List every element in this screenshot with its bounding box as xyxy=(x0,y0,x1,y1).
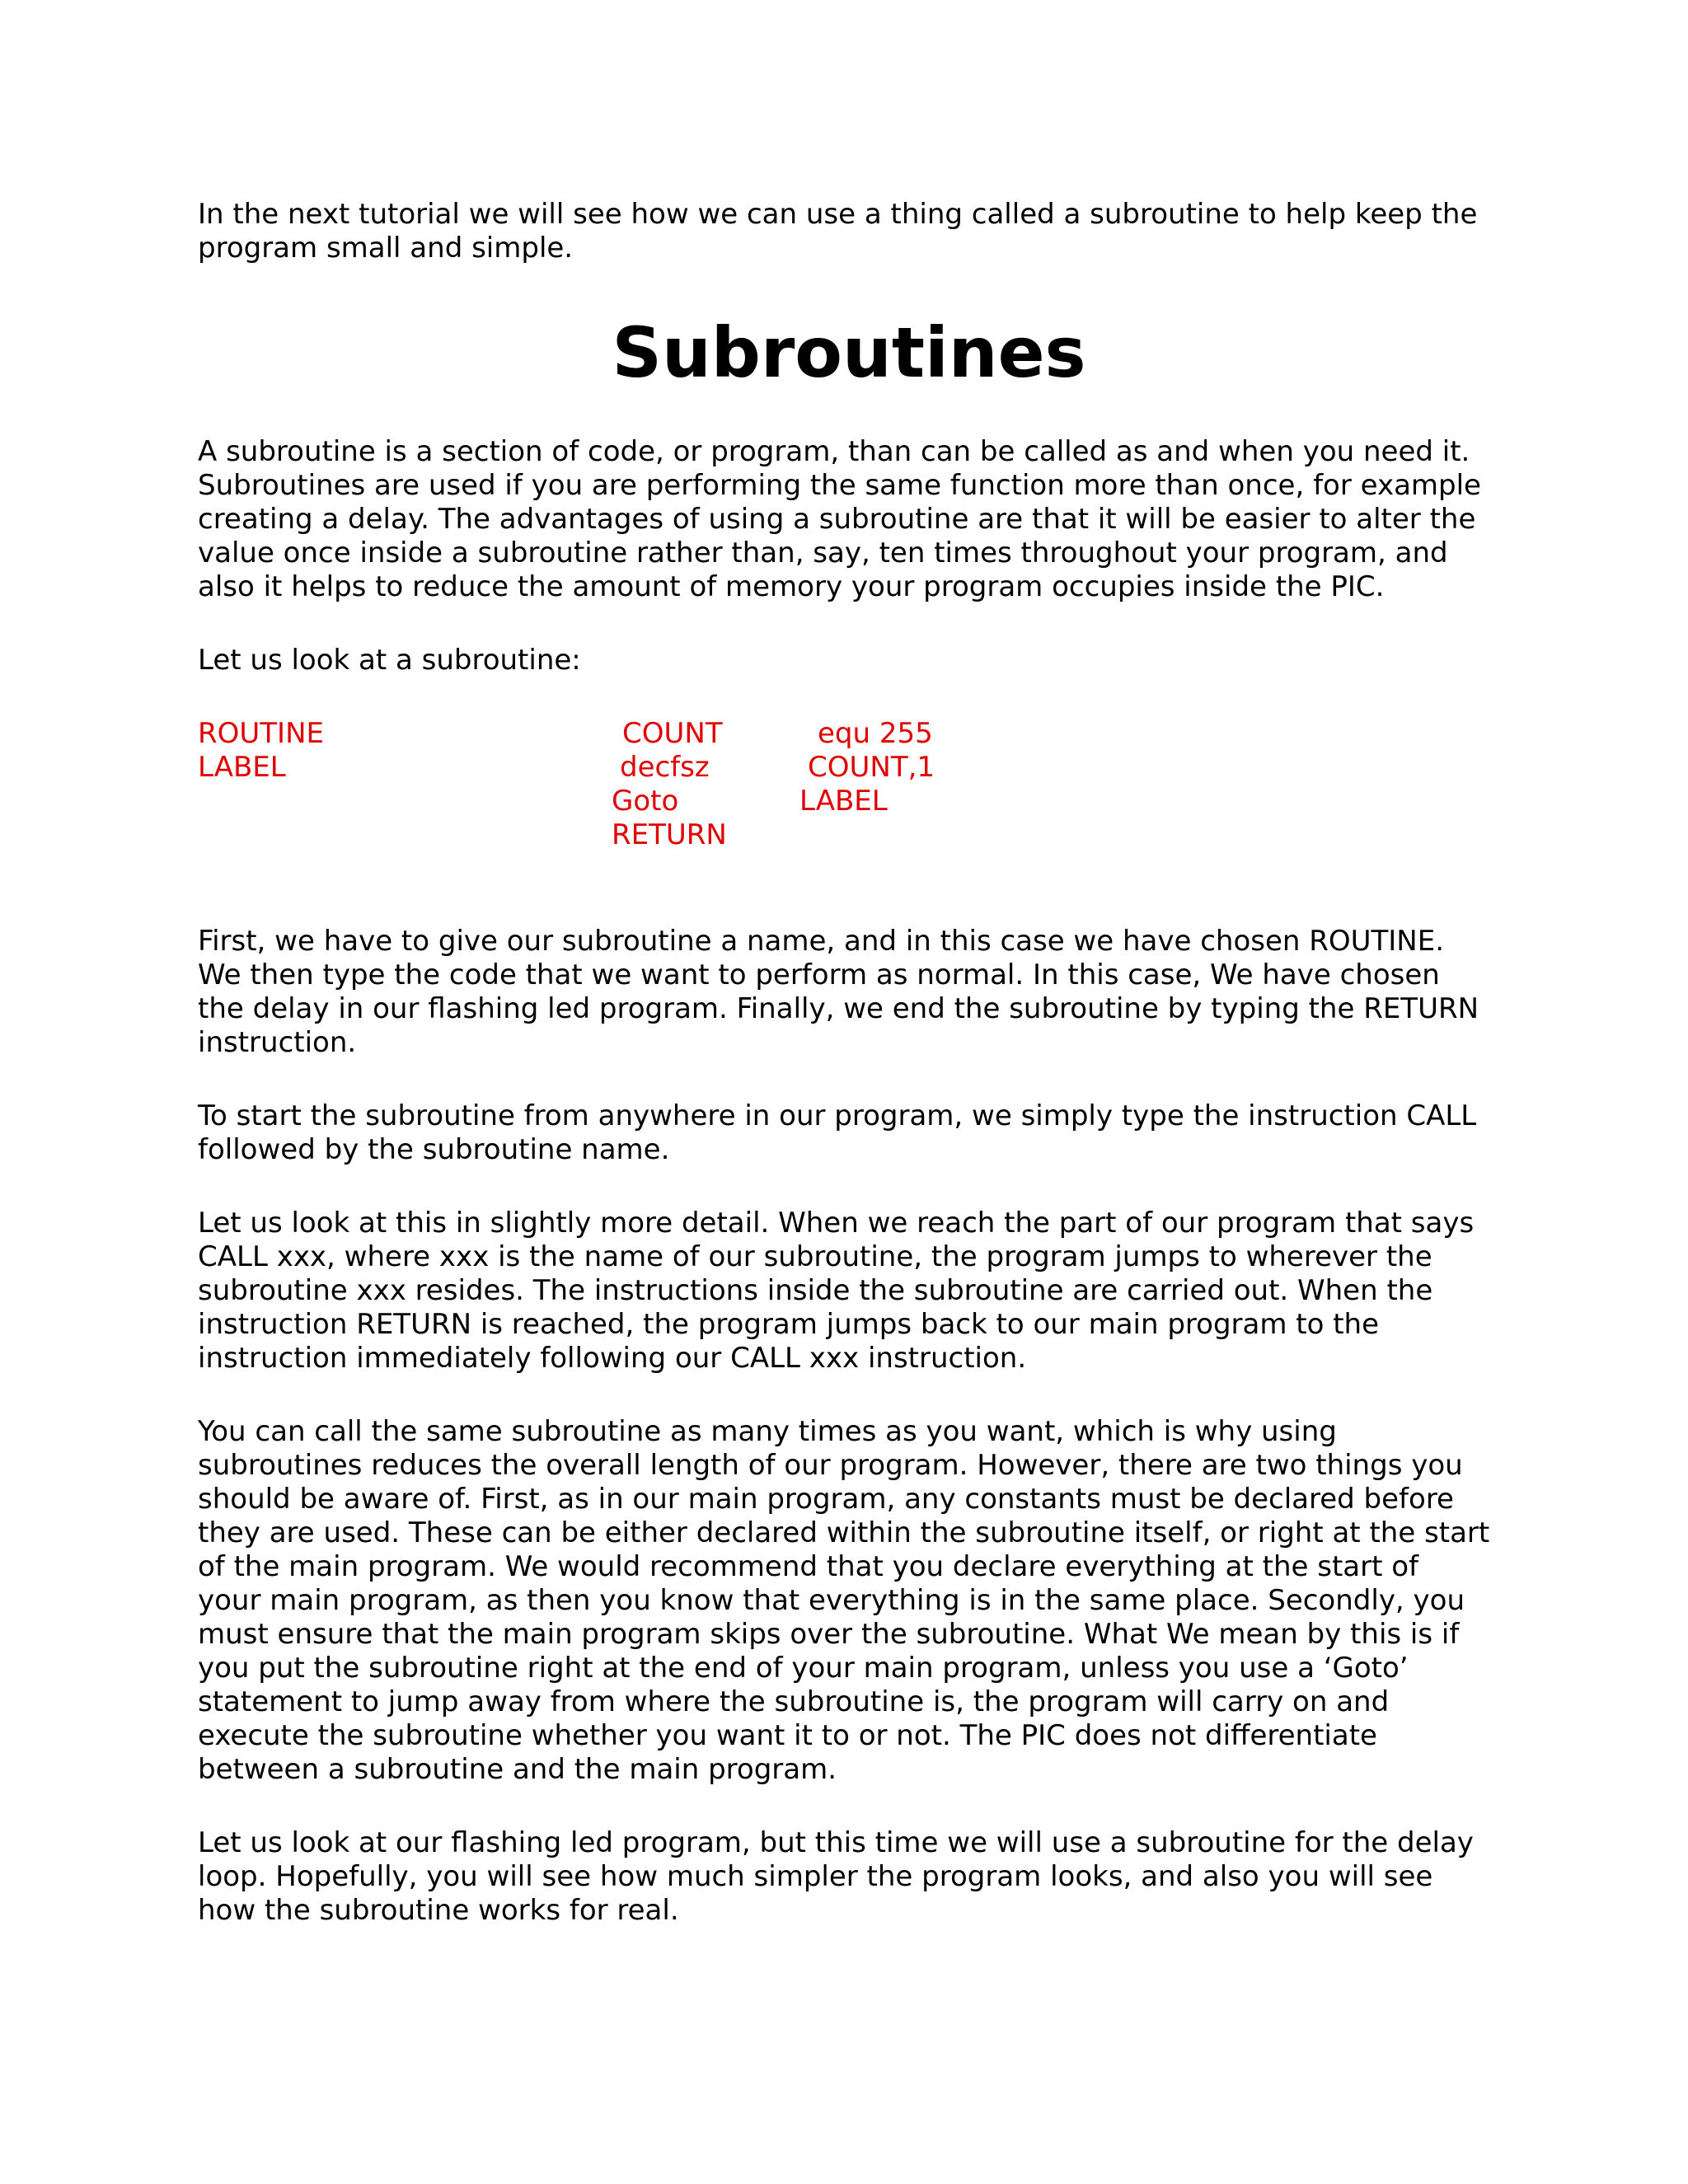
code-block xyxy=(198,717,1500,865)
code-operand-equ: equ 255 xyxy=(818,717,933,750)
code-instr-decfsz: decfsz xyxy=(620,751,710,784)
paragraph-definition: A subroutine is a section of code, or program, than can be called as and when you need it. Subroutines are used if you are performing the same function more than once, for example creating a delay. The advantages of using a subroutine are that it will be easier to alter the value once inside a subroutine rather than, say, ten times throughout your program, and also it helps to reduce the amount of memory your program occupies inside the PIC. xyxy=(198,435,1481,603)
code-instr-count: COUNT xyxy=(622,717,723,750)
code-label-routine: ROUTINE xyxy=(198,717,324,750)
page-title: Subroutines xyxy=(612,312,1086,393)
paragraph-first-name: First, we have to give our subroutine a name, and in this case we have chosen ROUTINE. We then type the code that we want to perform as normal. In this case, We have chosen the delay in our flashing led program. Finally, we end the subroutine by typing the RETURN instruction. xyxy=(198,925,1479,1059)
document-page xyxy=(198,198,1500,1928)
code-instr-goto: Goto xyxy=(612,785,679,818)
intro-paragraph: In the next tutorial we will see how we can use a thing called a subroutine to help keep the program small and simple. xyxy=(198,198,1478,265)
paragraph-flashing-led: Let us look at our flashing led program, but this time we will use a subroutine for the delay loop. Hopefully, you will see how much simpler the program looks, and also you will see how the subroutine works for real. xyxy=(198,1826,1474,1927)
code-instr-return: RETURN xyxy=(612,818,727,851)
code-operand-count1: COUNT,1 xyxy=(808,751,935,784)
paragraph-more-detail: Let us look at this in slightly more detail. When we reach the part of our program that says CALL xxx, where xxx is the name of our subroutine, the program jumps to wherever the subroutine xxx resides. The instructions inside the subroutine are carried out. When the instruction RETURN is reached, the program jumps back to our main program to the instruction immediately following our CALL xxx instruction. xyxy=(198,1207,1475,1375)
code-label-label: LABEL xyxy=(198,751,286,784)
paragraph-call-many-times: You can call the same subroutine as many times as you want, which is why using subroutines reduces the overall length of our program. However, there are two things you should be aware of. First, as in our main program, any constants must be declared before they are used. These can be either declared within the subroutine itself, or right at the start of the main program. We would recommend that you declare everything at the start of your main program, as then you know that everything is in the same place. Secondly, you must ensure that the main program skips over the subroutine. What We mean by this is if you put the subroutine right at the end of your main program, unless you use a ‘Goto’ statement to jump away from where the subroutine is, the program will carry on and execute the subroutine whether you want it to or not. The PIC does not differentiate between a subroutine and the main program. xyxy=(198,1415,1490,1786)
paragraph-start-subroutine: To start the subroutine from anywhere in our program, we simply type the instruction CALL followed by the subroutine name. xyxy=(198,1099,1477,1166)
paragraph-look-at-subroutine: Let us look at a subroutine: xyxy=(198,644,581,677)
code-operand-label: LABEL xyxy=(799,785,888,818)
